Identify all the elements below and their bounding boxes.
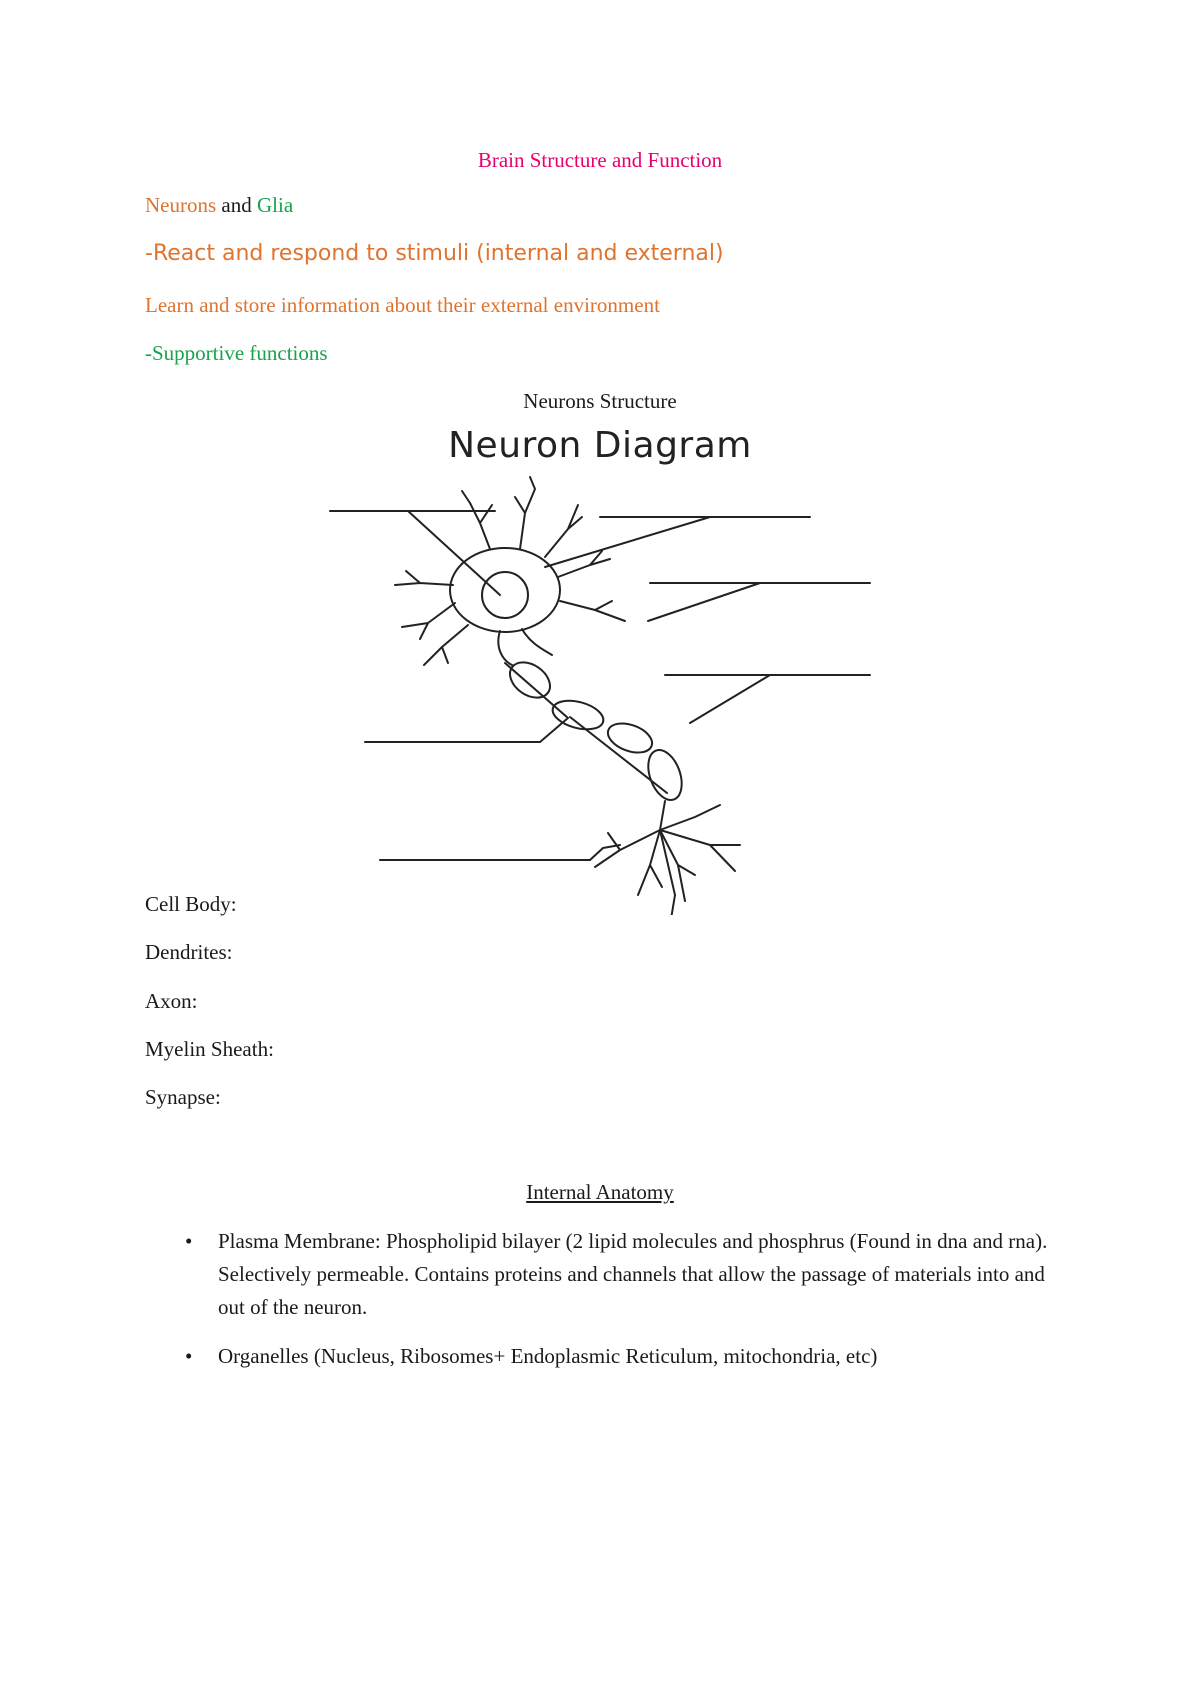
bullet-item — [185, 1340, 1065, 1373]
bullet-list — [185, 1225, 1065, 1389]
document-title: Brain Structure and Function — [477, 148, 723, 172]
neurons-structure-heading: Neurons Structure — [523, 389, 677, 413]
diagram-title: Neuron Diagram — [448, 425, 752, 466]
neurons-word: Neurons — [145, 193, 217, 217]
learn-line: Learn and store information about their external environment — [145, 293, 660, 317]
bullet-icon: • — [185, 1229, 193, 1253]
bullet-text: Plasma Membrane: Phospholipid bilayer (2 lipid molecules and phosphrus (Found in dna and rna). Selectively permeable. Contains proteins and channels that allow the passage of materials into and out of the neuron. — [218, 1229, 1048, 1319]
bullet-text: Organelles (Nucleus, Ribosomes+ Endoplasmic Reticulum, mitochondria, etc) — [218, 1344, 878, 1368]
glia-word: Glia — [256, 193, 294, 217]
neuron-illustration — [320, 425, 880, 915]
bullet-item — [185, 1225, 1065, 1324]
internal-anatomy-heading: Internal Anatomy — [526, 1180, 674, 1204]
term-dendrites: Dendrites: — [145, 940, 233, 964]
bullet-icon: • — [185, 1344, 193, 1368]
term-synapse: Synapse: — [145, 1085, 221, 1109]
and-word: and — [221, 193, 252, 217]
term-myelin-sheath: Myelin Sheath: — [145, 1037, 274, 1061]
term-cell-body: Cell Body: — [145, 892, 237, 916]
react-line: -React and respond to stimuli (internal and external) — [145, 241, 724, 266]
neurons-glia-heading — [145, 193, 293, 218]
term-axon: Axon: — [145, 989, 198, 1013]
supportive-line: -Supportive functions — [145, 341, 328, 365]
neuron-diagram — [320, 425, 880, 915]
